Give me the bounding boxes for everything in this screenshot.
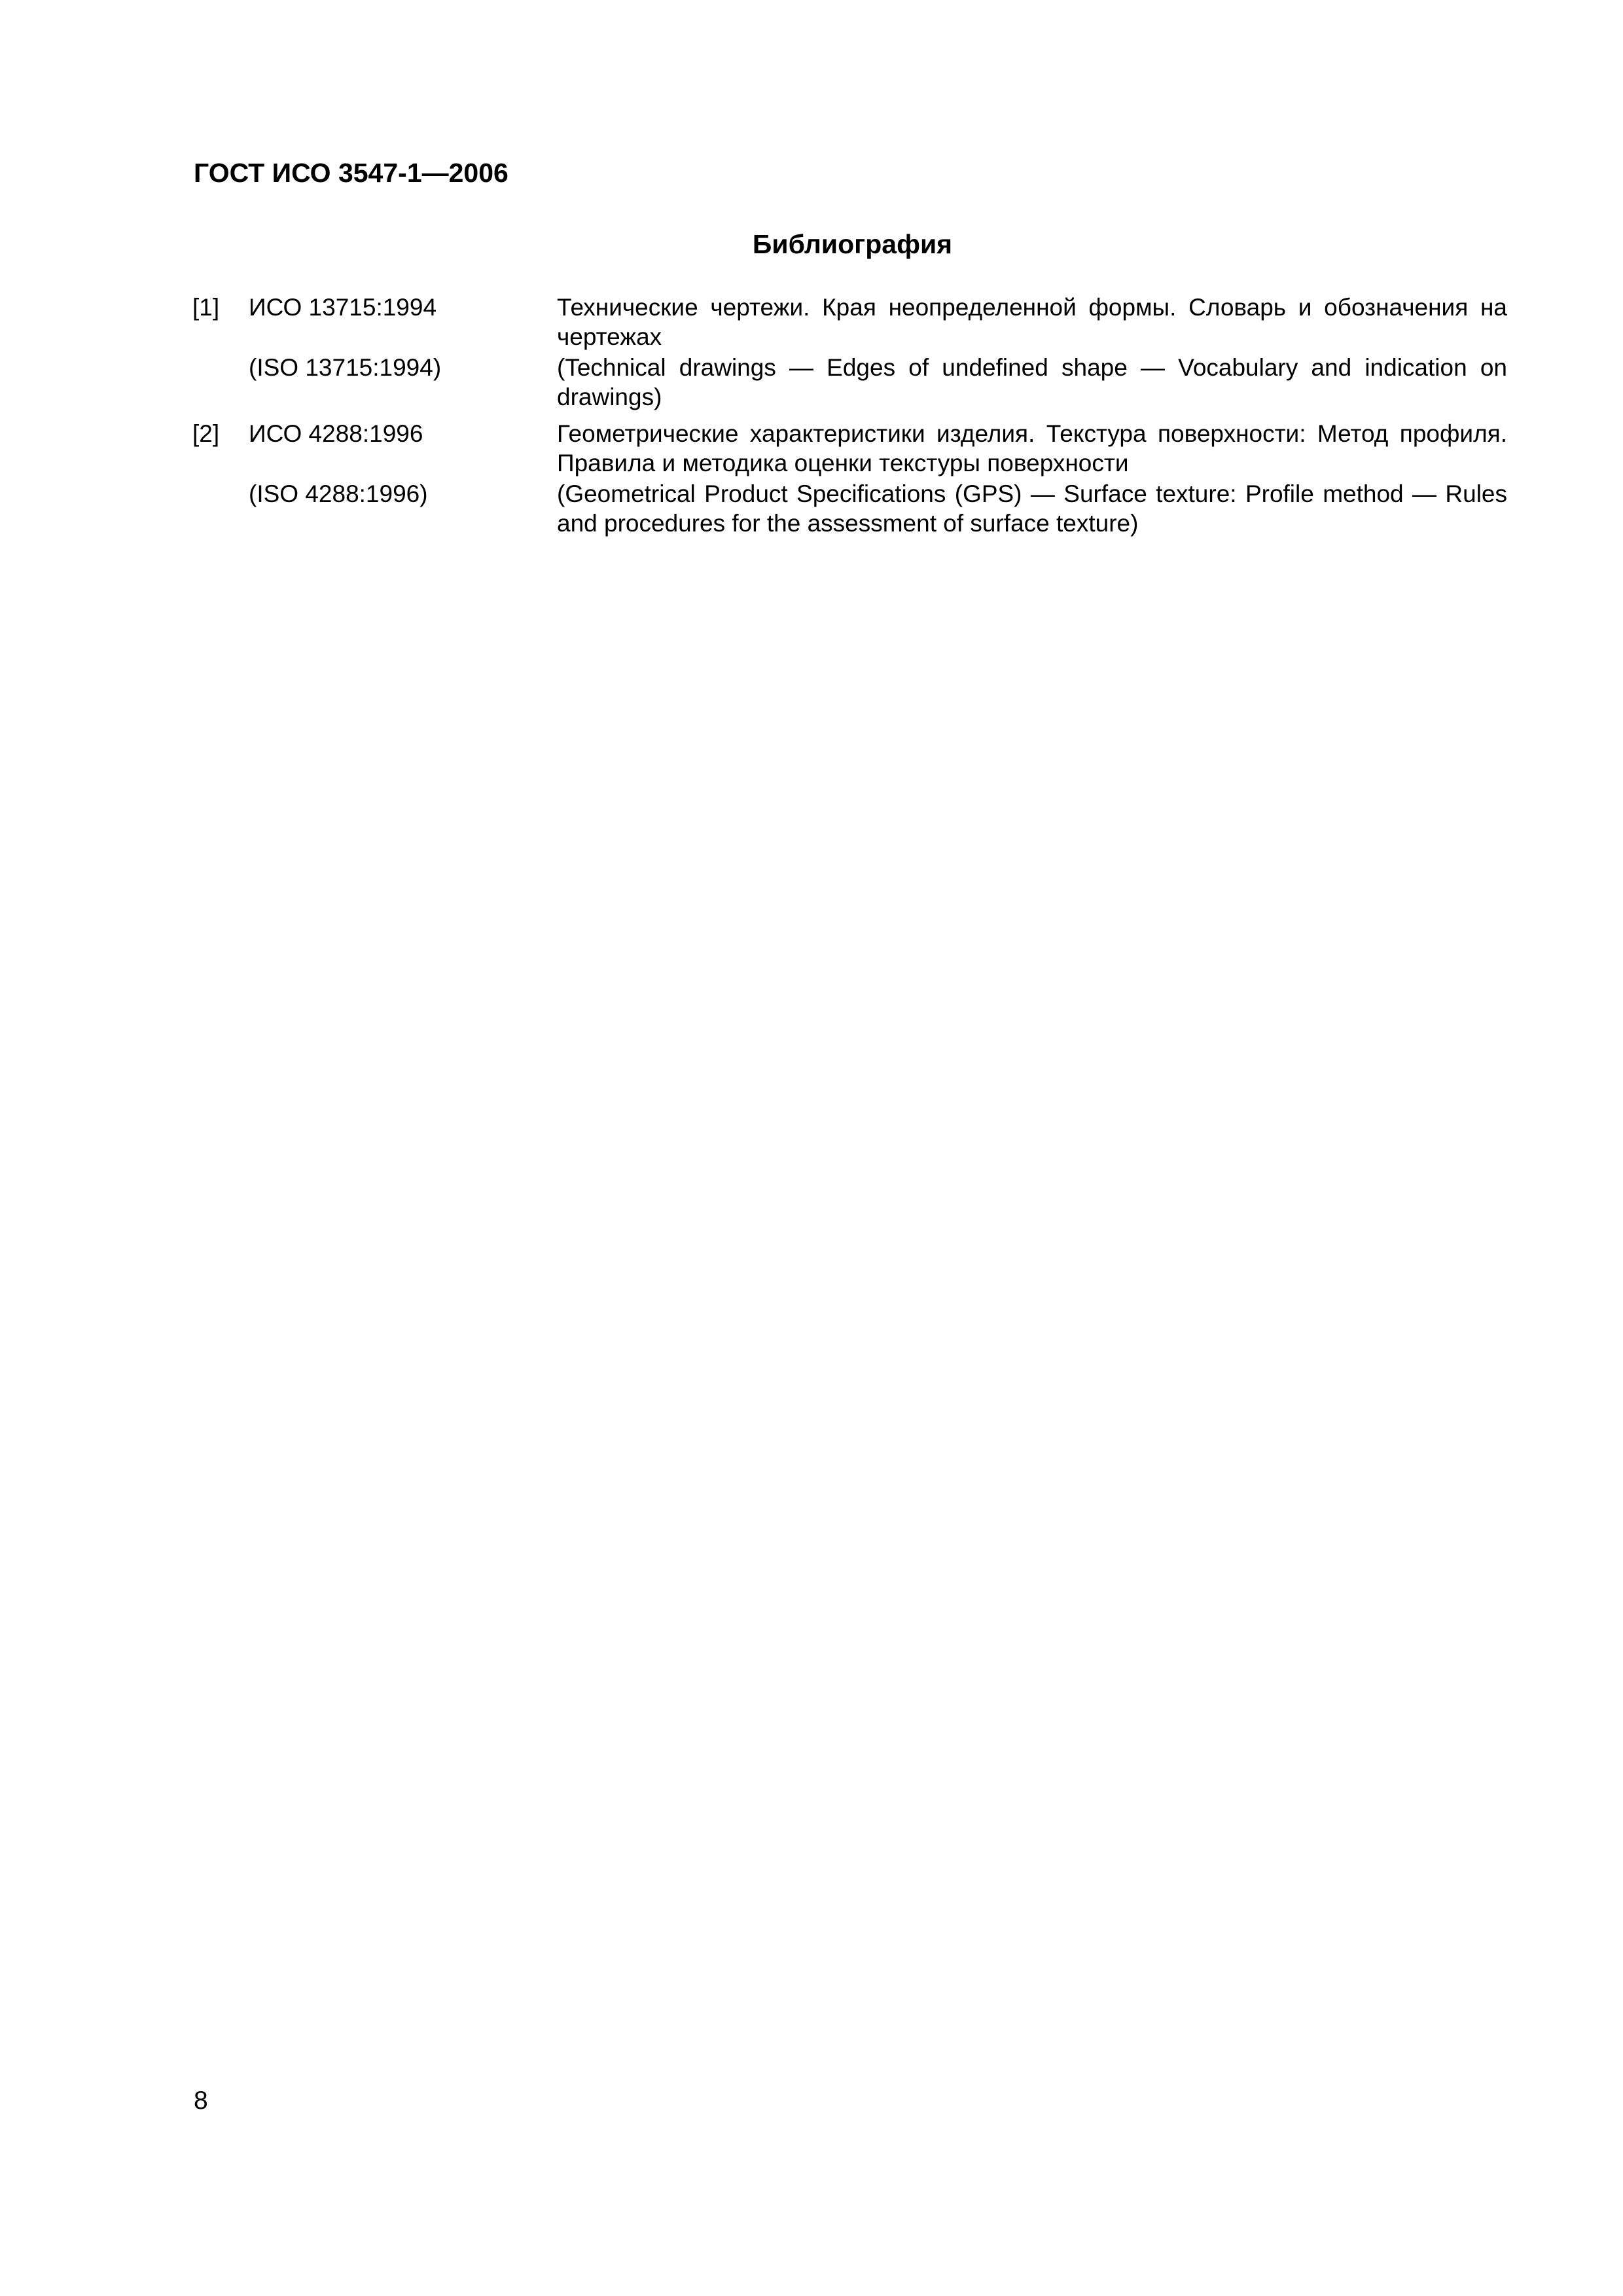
entry-title-en: (Technical drawings — Edges of undefined shape — Vocabulary and indication on drawings) — [557, 354, 1507, 410]
page-number: 8 — [194, 2087, 208, 2115]
entry-code-en: (ISO 4288:1996) — [249, 480, 428, 507]
entry-number: [2] — [192, 420, 220, 447]
entry-title-en: (Geometrical Product Specifications (GPS) — Surface texture: Profile method — Rules and procedures for the assessment of surface texture) — [557, 480, 1507, 537]
entry-code-ru: ИСО 13715:1994 — [249, 294, 437, 321]
document-code-header: ГОСТ ИСО 3547-1—2006 — [194, 158, 508, 188]
entry-title-ru: Геометрические характеристики изделия. Текстура поверхности: Метод профиля. Правила и методика оценки текстуры поверхности — [557, 420, 1507, 476]
section-title: Библиография — [752, 229, 953, 259]
entry-code-en: (ISO 13715:1994) — [249, 354, 442, 381]
entry-number: [1] — [192, 294, 220, 321]
entry-title-ru: Технические чертежи. Края неопределенной формы. Словарь и обозначения на чертежах — [557, 294, 1507, 350]
entry-code-ru: ИСО 4288:1996 — [249, 420, 423, 447]
